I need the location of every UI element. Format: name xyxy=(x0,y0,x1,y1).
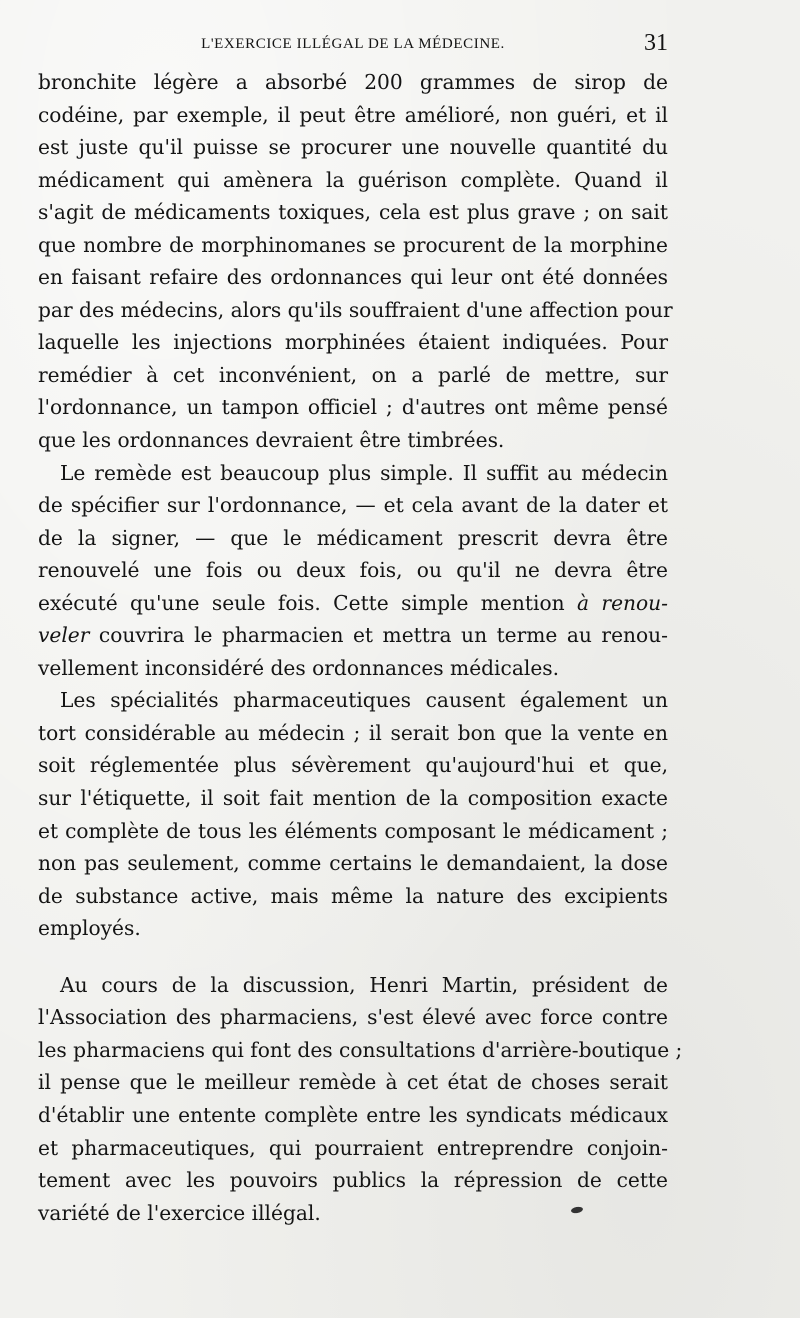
text-line: soit réglementée plus sévèrement qu'aujourd'hui et que, xyxy=(38,753,668,778)
text-line: employés. xyxy=(38,916,141,941)
text-line: médicament qui amènera la guérison complète. Quand il xyxy=(38,167,668,192)
body-text xyxy=(38,66,683,1229)
text-line: en faisant refaire des ordonnances qui leur ont été données xyxy=(38,265,668,290)
text-line: d'établir une entente complète entre les syndicats médicaux xyxy=(38,1102,668,1127)
running-header xyxy=(38,30,668,60)
text-line: Les spécialités pharmaceutiques causent également un xyxy=(60,688,668,713)
text-line: Au cours de la discussion, Henri Martin, président de xyxy=(60,972,668,997)
italic-emphasis: à renou- xyxy=(577,590,668,615)
text-line: l'Association des pharmaciens, s'est élevé avec force contre xyxy=(38,1005,668,1030)
text-line: codéine, par exemple, il peut être amélioré, non guéri, et il xyxy=(38,102,668,127)
text-line: et complète de tous les éléments composant le médicament ; xyxy=(38,818,668,843)
text-line: renouvelé une fois ou deux fois, ou qu'il ne devra être xyxy=(38,558,668,583)
text-line: Le remède est beaucoup plus simple. Il suffit au médecin xyxy=(60,460,668,485)
text-segment: couvrira le pharmacien et mettra un terme au renou- xyxy=(89,623,668,648)
text-line: par des médecins, alors qu'ils souffraient d'une affection pour xyxy=(38,297,673,322)
text-line: bronchite légère a absorbé 200 grammes de sirop de xyxy=(38,70,668,94)
paragraph-gap xyxy=(38,945,668,969)
text-line: vellement inconsidéré des ordonnances médicales. xyxy=(38,655,560,680)
text-line: que les ordonnances devraient être timbrées. xyxy=(38,428,505,453)
text-line: laquelle les injections morphinées étaient indiquées. Pour xyxy=(38,330,668,355)
text-line: de substance active, mais même la nature des excipients xyxy=(38,883,668,908)
page-number: 31 xyxy=(644,30,668,56)
text-line xyxy=(38,619,668,652)
text-line: tement avec les pouvoirs publics la répression de cette xyxy=(38,1168,668,1193)
text-line: de spécifier sur l'ordonnance, — et cela avant de la dater et xyxy=(38,493,668,518)
text-line xyxy=(38,587,668,620)
text-line: il pense que le meilleur remède à cet état de choses serait xyxy=(38,1070,668,1095)
text-line: tort considérable au médecin ; il serait bon que la vente en xyxy=(38,720,668,745)
text-line: que nombre de morphinomanes se procurent de la morphine xyxy=(38,232,668,257)
text-line: les pharmaciens qui font des consultations d'arrière-boutique ; xyxy=(38,1037,683,1062)
text-segment: exécuté qu'une seule fois. Cette simple mention xyxy=(38,590,577,615)
text-line: est juste qu'il puisse se procurer une nouvelle quantité du xyxy=(38,135,668,160)
text-line: sur l'étiquette, il soit fait mention de la composition exacte xyxy=(38,786,668,811)
text-line: remédier à cet inconvénient, on a parlé de mettre, sur xyxy=(38,362,668,387)
text-line: l'ordonnance, un tampon officiel ; d'autres ont même pensé xyxy=(38,395,668,420)
text-line: et pharmaceutiques, qui pourraient entreprendre conjoin- xyxy=(38,1135,668,1160)
text-line: non pas seulement, comme certains le demandaient, la dose xyxy=(38,851,668,876)
italic-emphasis: veler xyxy=(38,623,90,648)
text-line: variété de l'exercice illégal. xyxy=(38,1200,321,1225)
text-line: s'agit de médicaments toxiques, cela est plus grave ; on sait xyxy=(38,200,668,225)
running-title: L'EXERCICE ILLÉGAL DE LA MÉDECINE. xyxy=(201,36,505,52)
text-line: de la signer, — que le médicament prescrit devra être xyxy=(38,525,668,550)
